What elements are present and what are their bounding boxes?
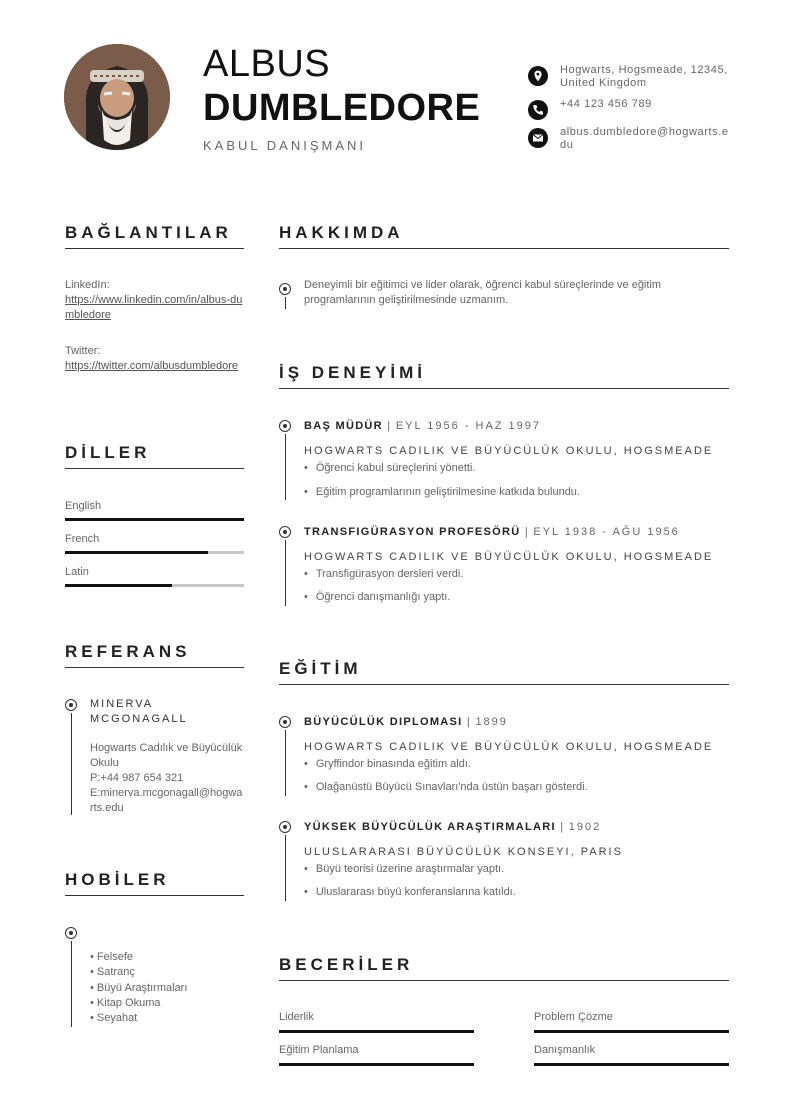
email-icon (528, 128, 548, 148)
education-bullet: • Büyü teorisi üzerine araştırmalar yaptı. (304, 862, 504, 876)
experience-org: HOGWARTS CADILIK VE BÜYÜCÜLÜK OKULU, HOGSMEADE (304, 445, 714, 457)
timeline-dot (279, 821, 291, 833)
education-title-line (304, 821, 601, 833)
skill-bar (534, 1030, 729, 1033)
skill-name: Eğitim Planlama (279, 1044, 359, 1056)
education-bullet: • Uluslararası büyü konferanslarına katıldı. (304, 885, 516, 899)
language-level-bar (65, 551, 244, 554)
timeline-dot (279, 420, 291, 432)
timeline-dot (65, 927, 77, 939)
education-date: 1902 (568, 821, 602, 833)
skill-bar (279, 1063, 474, 1066)
linkedin-block (65, 278, 245, 323)
hobby-item: • Büyü Araştırmaları (90, 981, 187, 996)
timeline-dot (279, 283, 291, 295)
phone-text: +44 123 456 789 (560, 98, 652, 110)
experience-date: EYL 1956 - HAZ 1997 (395, 420, 542, 432)
twitter-link[interactable]: https://twitter.com/albusdumbledore (65, 360, 239, 372)
language-level-bar (65, 518, 244, 521)
language-level-bar (65, 584, 244, 587)
timeline-line (71, 713, 72, 815)
profile-photo (64, 44, 170, 150)
email-text: albus.dumbledore@hogwarts.edu (560, 126, 729, 151)
about-heading: HAKKIMDA (279, 223, 404, 242)
hobby-item: • Kitap Okuma (90, 996, 187, 1011)
links-heading: BAĞLANTILAR (65, 223, 232, 242)
experience-date: EYL 1938 - AĞU 1956 (533, 526, 680, 538)
linkedin-link[interactable]: https://www.linkedin.com/in/albus-dumbledore (65, 294, 243, 321)
skill-name: Danışmanlık (534, 1044, 596, 1056)
reference-email: E:minerva.mcgonagall@hogwarts.edu (90, 787, 243, 814)
hobbies-rule (65, 895, 244, 896)
phone-icon (528, 100, 548, 120)
hobbies-list (90, 950, 187, 1026)
about-rule (279, 248, 729, 249)
reference-heading: REFERANS (65, 642, 191, 661)
hobby-item: • Satranç (90, 965, 187, 980)
links-rule (65, 248, 244, 249)
timeline-dot (279, 716, 291, 728)
experience-title: TRANSFIGÜRASYON PROFESÖRÜ (304, 526, 521, 538)
skill-name: Liderlik (279, 1011, 314, 1023)
language-level-fill (65, 551, 208, 554)
experience-bullet: • Eğitim programlarının geliştirilmesine katkıda bulundu. (304, 485, 580, 499)
language-name: English (65, 500, 102, 512)
reference-org: Hogwarts Cadılık ve Büyücülük Okulu (90, 742, 243, 769)
languages-heading: DİLLER (65, 443, 151, 462)
skill-bar (279, 1030, 474, 1033)
education-org: ULUSLARARASI BÜYÜCÜLÜK KONSEYI, PARIS (304, 846, 623, 858)
skill-name: Problem Çözme (534, 1011, 613, 1023)
timeline-dot (279, 526, 291, 538)
education-rule (279, 684, 729, 685)
education-title: BÜYÜCÜLÜK DIPLOMASI (304, 716, 463, 728)
hobbies-heading: HOBİLER (65, 870, 170, 889)
separator: | (466, 716, 472, 728)
experience-title-line (304, 526, 680, 538)
timeline-line (285, 434, 286, 500)
reference-phone: P:+44 987 654 321 (90, 772, 184, 784)
contact-address (528, 64, 735, 90)
about-text: Deneyimli bir eğitimci ve lider olarak, öğrenci kabul süreçlerinde ve eğitim programlarının geliştirilmesinde uzmanım. (304, 279, 662, 306)
education-title-line (304, 716, 508, 728)
timeline-line (285, 297, 286, 309)
hobby-item: • Felsefe (90, 950, 187, 965)
reference-details (90, 741, 244, 816)
hobby-item: • Seyahat (90, 1011, 187, 1026)
experience-bullet: • Öğrenci kabul süreçlerini yönetti. (304, 461, 475, 475)
timeline-line (71, 941, 72, 1027)
last-name: DUMBLEDORE (203, 87, 481, 129)
language-level-fill (65, 584, 172, 587)
linkedin-label: LinkedIn: (65, 279, 110, 291)
education-bullet: • Gryffindor binasında eğitim aldı. (304, 757, 471, 771)
contact-phone (528, 98, 735, 120)
separator: | (387, 420, 392, 432)
timeline-line (285, 835, 286, 901)
education-heading: EĞİTİM (279, 659, 362, 678)
separator: | (560, 821, 565, 833)
timeline-line (285, 540, 286, 606)
skill-bar (534, 1063, 729, 1066)
location-icon (528, 66, 548, 86)
separator: | (524, 526, 529, 538)
contact-email (528, 126, 735, 152)
timeline-dot (65, 699, 77, 711)
experience-bullet: • Öğrenci danışmanlığı yaptı. (304, 590, 450, 604)
education-title: YÜKSEK BÜYÜCÜLÜK ARAŞTIRMALARI (304, 821, 556, 833)
language-level-fill (65, 518, 244, 521)
language-name: Latin (65, 566, 89, 578)
experience-org: HOGWARTS CADILIK VE BÜYÜCÜLÜK OKULU, HOGSMEADE (304, 551, 714, 563)
experience-bullet: • Transfigürasyon dersleri verdi. (304, 567, 463, 581)
education-org: HOGWARTS CADILIK VE BÜYÜCÜLÜK OKULU, HOGSMEADE (304, 741, 714, 753)
experience-title: BAŞ MÜDÜR (304, 420, 383, 432)
reference-name: MINERVA MCGONAGALL (90, 698, 188, 725)
twitter-block (65, 344, 245, 374)
twitter-label: Twitter: (65, 345, 101, 357)
address-text: Hogwarts, Hogsmeade, 12345, United Kingdom (560, 64, 728, 89)
education-bullet: • Olağanüstü Büyücü Sınavları'nda üstün başarı gösterdi. (304, 780, 588, 794)
experience-title-line (304, 420, 541, 432)
skills-rule (279, 980, 729, 981)
first-name: ALBUS (203, 43, 331, 85)
skills-heading: BECERİLER (279, 955, 414, 974)
language-name: French (65, 533, 100, 545)
reference-rule (65, 667, 244, 668)
timeline-line (285, 730, 286, 796)
experience-heading: İŞ DENEYİMİ (279, 363, 426, 382)
languages-rule (65, 468, 244, 469)
job-title: KABUL DANIŞMANI (203, 138, 366, 153)
education-date: 1899 (475, 716, 508, 728)
experience-rule (279, 388, 729, 389)
